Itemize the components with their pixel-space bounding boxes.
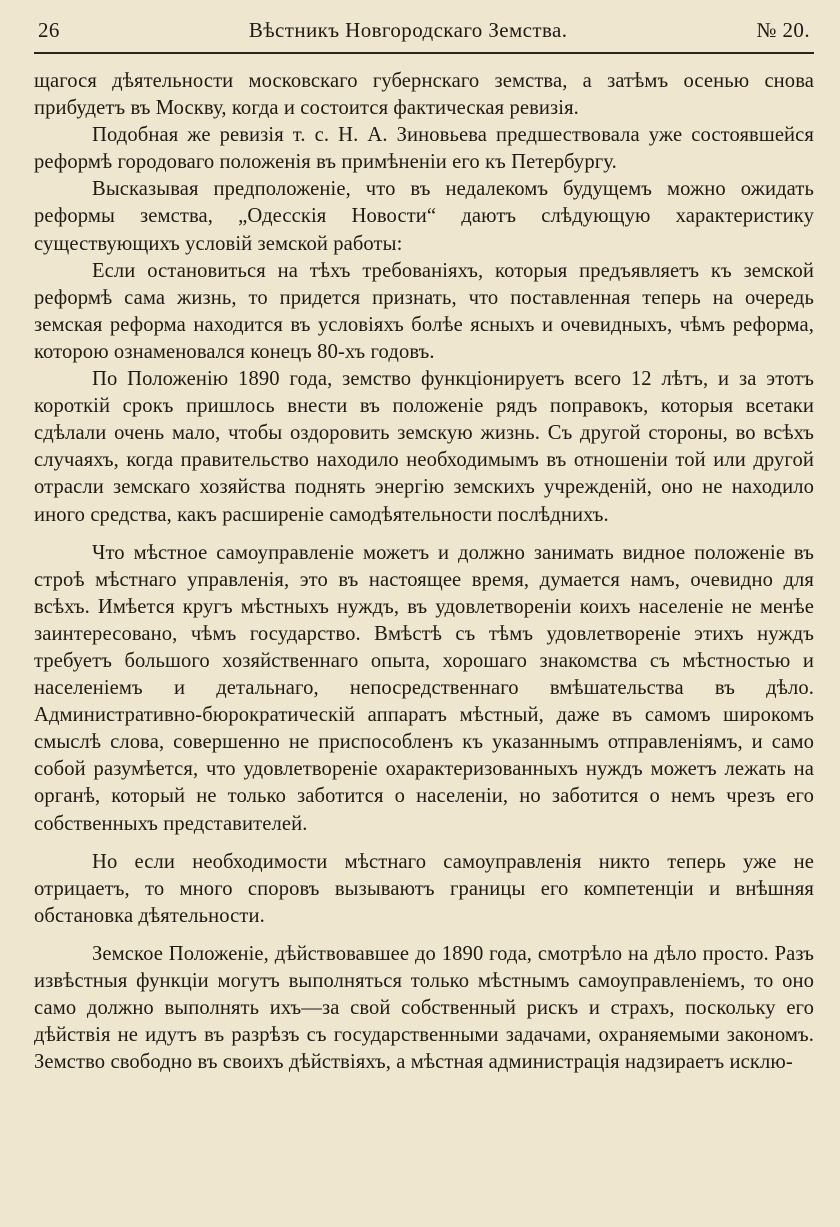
running-head [34,18,814,48]
quoted-paragraph: Что мѣстное самоуправленіе можетъ и должно занимать видное положеніе въ строѣ мѣстнаго управленія, это въ настоящее время, думается намъ, очевидно для всѣхъ. Имѣется кругъ мѣстныхъ нуждъ, въ удовлетвореніи коихъ населеніе не менѣе заинтересовано, чѣмъ государство. Вмѣстѣ съ тѣмъ удовлетвореніе этихъ нуждъ требуетъ большого хозяйственнаго опыта, хорошаго знакомства съ мѣстностью и населеніемъ и детальнаго, непосредственнаго вмѣшательства въ дѣло. Административно-бюрократическій аппаратъ мѣстный, даже въ самомъ широкомъ смыслѣ слова, совершенно не приспособленъ къ указаннымъ отправленіямъ, и само собой разумѣется, что удовлетвореніе охарактеризованныхъ нуждъ можетъ лежать на органѣ, который не только заботится о населеніи, но заботится о немъ чрезъ его собственныхъ представителей. [34,541,814,835]
quoted-paragraph: Но если необходимости мѣстнаго самоуправленія никто теперь уже не отрицаетъ, то много споровъ вызываютъ границы его компетенціи и внѣшняя обстановка дѣятельности. [34,850,814,927]
paragraph: щагося дѣятельности московскаго губернскаго земства, а затѣмъ осенью снова прибудетъ въ Москву, когда и состоится фактическая ревизія. [34,70,814,120]
quoted-paragraph: Если остановиться на тѣхъ требованіяхъ, которыя предъявляетъ къ земской реформѣ сама жизнь, то придется признать, что поставленная теперь на очередь земская реформа находится въ условіяхъ болѣе ясныхъ и очевидныхъ, чѣмъ реформа, которою ознаменовался конецъ 80-хъ годовъ. [34,259,814,363]
journal-title: Вѣстникъ Новгородскаго Земства. [248,18,568,42]
header-rule [34,52,814,54]
article-body [34,68,814,1076]
paragraph: Подобная же ревизія т. с. Н. А. Зиновьева предшествовала уже состоявшейся реформѣ городоваго положенія въ примѣненіи его къ Петербургу. [34,124,814,174]
quoted-paragraph: По Положенію 1890 года, земство функціонируетъ всего 12 лѣтъ, и за этотъ короткій срокъ пришлось внести въ положеніе рядъ поправокъ, которыя всетаки сдѣлали очень мало, чтобы оздоровить земскую жизнь. Съ другой стороны, во всѣхъ случаяхъ, когда правительство находило необходимымъ въ отношеніи той или другой отрасли земскаго хозяйства поднять энергію земскихъ учрежденій, оно не находило иного средства, какъ расширеніе самодѣятельности послѣднихъ. [34,368,814,526]
issue-number: № 20. [756,18,810,42]
quoted-paragraph: Земское Положеніе, дѣйствовавшее до 1890 года, смотрѣло на дѣло просто. Разъ извѣстныя функціи могутъ выполняться только мѣстнымъ самоуправленіемъ, то оно само должно выполнять ихъ—за свой собственный рискъ и страхъ, поскольку его дѣйствія не идутъ въ разрѣзъ съ государственными задачами, охраняемыми закономъ. Земство свободно въ своихъ дѣйствіяхъ, а мѣстная администрація надзираетъ исклю- [34,942,814,1074]
page-number: 26 [38,18,60,42]
paragraph: Высказывая предположеніе, что въ недалекомъ будущемъ можно ожидать реформы земства, „Одесскія Новости“ даютъ слѣдующую характеристику существующихъ условій земской работы: [34,178,814,255]
